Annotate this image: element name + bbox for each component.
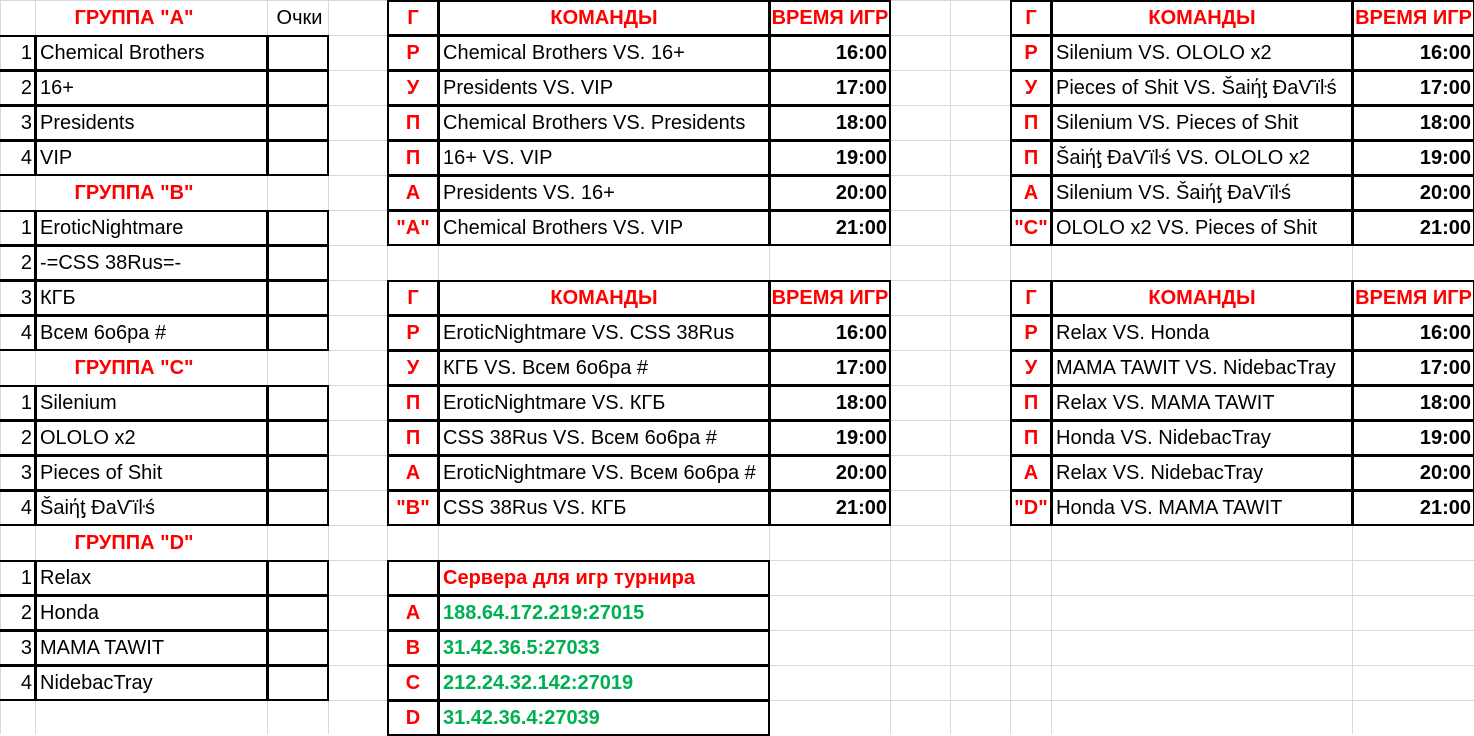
match-teams-cell[interactable]: Šaiήƫ ĐaѴïŀś VS. OLOLO x2	[1051, 140, 1353, 176]
team-number: 1	[0, 210, 36, 246]
match-time-cell[interactable]: 19:00	[769, 140, 891, 176]
schedule-letter: "D"	[1010, 490, 1052, 526]
team-name-cell[interactable]: EroticNightmare	[35, 210, 268, 246]
match-teams-cell[interactable]: Pieces of Shit VS. Šaiήƫ ĐaѴïŀś	[1051, 70, 1353, 106]
server-address[interactable]: 188.64.172.219:27015	[438, 595, 770, 631]
server-group-letter: A	[387, 595, 439, 631]
match-time-cell[interactable]: 20:00	[769, 175, 891, 211]
schedule-header-time: ВРЕМЯ ИГР	[769, 280, 891, 316]
match-time-cell[interactable]: 18:00	[769, 385, 891, 421]
points-cell[interactable]	[267, 280, 329, 316]
schedule-header-time: ВРЕМЯ ИГР	[1352, 0, 1474, 36]
match-time-cell[interactable]: 20:00	[1352, 175, 1474, 211]
points-cell[interactable]	[267, 140, 329, 176]
schedule-header-teams: КОМАНДЫ	[1051, 280, 1353, 316]
match-teams-cell[interactable]: EroticNightmare VS. КГБ	[438, 385, 770, 421]
match-time-cell[interactable]: 18:00	[769, 105, 891, 141]
schedule-letter: "B"	[387, 490, 439, 526]
schedule-letter: П	[387, 385, 439, 421]
match-teams-cell[interactable]: CSS 38Rus VS. Всем 6о6ра #	[438, 420, 770, 456]
team-number: 4	[0, 490, 36, 526]
schedule-letter: Р	[387, 315, 439, 351]
team-name-cell[interactable]: OLOLO x2	[35, 420, 268, 456]
points-cell[interactable]	[267, 665, 329, 701]
team-name-cell[interactable]: Relax	[35, 560, 268, 596]
server-group-letter: D	[387, 700, 439, 736]
schedule-header-teams: КОМАНДЫ	[438, 280, 770, 316]
schedule-header-g: Г	[387, 280, 439, 316]
team-number: 3	[0, 105, 36, 141]
team-number: 4	[0, 665, 36, 701]
schedule-header-g: Г	[1010, 280, 1052, 316]
match-teams-cell[interactable]: Chemical Brothers VS. VIP	[438, 210, 770, 246]
points-cell[interactable]	[267, 455, 329, 491]
schedule-letter: У	[387, 70, 439, 106]
match-time-cell[interactable]: 21:00	[769, 490, 891, 526]
match-teams-cell[interactable]: Relax VS. Honda	[1051, 315, 1353, 351]
team-name-cell[interactable]: NidebacTray	[35, 665, 268, 701]
match-teams-cell[interactable]: КГБ VS. Всем 6о6ра #	[438, 350, 770, 386]
schedule-header-g: Г	[387, 0, 439, 36]
team-number: 4	[0, 315, 36, 351]
points-cell[interactable]	[267, 210, 329, 246]
match-time-cell[interactable]: 16:00	[1352, 35, 1474, 71]
points-cell[interactable]	[267, 560, 329, 596]
schedule-letter: У	[387, 350, 439, 386]
team-number: 1	[0, 560, 36, 596]
match-time-cell[interactable]: 16:00	[769, 35, 891, 71]
team-number: 3	[0, 630, 36, 666]
schedule-header-time: ВРЕМЯ ИГР	[769, 0, 891, 36]
team-name-cell[interactable]: Presidents	[35, 105, 268, 141]
match-teams-cell[interactable]: EroticNightmare VS. CSS 38Rus	[438, 315, 770, 351]
points-cell[interactable]	[267, 105, 329, 141]
match-teams-cell[interactable]: Silenium VS. Pieces of Shit	[1051, 105, 1353, 141]
match-teams-cell[interactable]: Honda VS. MAMA TAWIT	[1051, 490, 1353, 526]
match-time-cell[interactable]: 18:00	[1352, 105, 1474, 141]
schedule-letter: Р	[1010, 315, 1052, 351]
team-name-cell[interactable]: Всем 6о6ра #	[35, 315, 268, 351]
points-cell[interactable]	[267, 385, 329, 421]
match-time-cell[interactable]: 21:00	[1352, 490, 1474, 526]
team-name-cell[interactable]: КГБ	[35, 280, 268, 316]
match-time-cell[interactable]: 16:00	[769, 315, 891, 351]
schedule-letter: А	[1010, 455, 1052, 491]
team-name-cell[interactable]: Honda	[35, 595, 268, 631]
match-time-cell[interactable]: 19:00	[1352, 140, 1474, 176]
group-title: ГРУППА "D"	[74, 531, 194, 554]
group-title: ГРУППА "C"	[74, 356, 194, 379]
team-number: 1	[0, 35, 36, 71]
match-teams-cell[interactable]: 16+ VS. VIP	[438, 140, 770, 176]
schedule-header-time: ВРЕМЯ ИГР	[1352, 280, 1474, 316]
schedule-letter: П	[1010, 420, 1052, 456]
schedule-letter: П	[1010, 105, 1052, 141]
team-name-cell[interactable]: MAMA TAWIT	[35, 630, 268, 666]
team-number: 2	[0, 420, 36, 456]
schedule-letter: А	[1010, 175, 1052, 211]
team-number: 2	[0, 70, 36, 106]
team-number: 2	[0, 595, 36, 631]
team-number: 3	[0, 280, 36, 316]
team-name-cell[interactable]: 16+	[35, 70, 268, 106]
schedule-letter: У	[1010, 70, 1052, 106]
match-time-cell[interactable]: 21:00	[769, 210, 891, 246]
schedule-letter: Р	[387, 35, 439, 71]
team-name-cell[interactable]: Šaiήƫ ĐaѴïŀś	[35, 490, 268, 526]
server-group-letter: C	[387, 665, 439, 701]
points-cell[interactable]	[267, 595, 329, 631]
team-number: 4	[0, 140, 36, 176]
schedule-letter: "A"	[387, 210, 439, 246]
match-time-cell[interactable]: 17:00	[769, 70, 891, 106]
match-teams-cell[interactable]: Chemical Brothers VS. Presidents	[438, 105, 770, 141]
points-cell[interactable]	[267, 630, 329, 666]
schedule-letter: П	[387, 420, 439, 456]
team-number: 3	[0, 455, 36, 491]
points-cell[interactable]	[267, 35, 329, 71]
schedule-letter: У	[1010, 350, 1052, 386]
match-teams-cell[interactable]: EroticNightmare VS. Всем 6о6ра #	[438, 455, 770, 491]
schedule-header-teams: КОМАНДЫ	[438, 0, 770, 36]
server-address[interactable]: 212.24.32.142:27019	[438, 665, 770, 701]
schedule-letter: "C"	[1010, 210, 1052, 246]
team-name-cell[interactable]: Chemical Brothers	[35, 35, 268, 71]
schedule-letter: А	[387, 175, 439, 211]
schedule-letter: Р	[1010, 35, 1052, 71]
match-teams-cell[interactable]: Silenium VS. OLOLO x2	[1051, 35, 1353, 71]
team-number: 2	[0, 245, 36, 281]
match-teams-cell[interactable]: Relax VS. NidebacTray	[1051, 455, 1353, 491]
server-address[interactable]: 31.42.36.4:27039	[438, 700, 770, 736]
match-time-cell[interactable]: 18:00	[1352, 385, 1474, 421]
match-time-cell[interactable]: 20:00	[769, 455, 891, 491]
match-teams-cell[interactable]: Relax VS. MAMA TAWIT	[1051, 385, 1353, 421]
points-cell[interactable]	[267, 70, 329, 106]
match-time-cell[interactable]: 17:00	[1352, 70, 1474, 106]
server-group-letter: B	[387, 630, 439, 666]
group-title: ГРУППА "B"	[74, 181, 194, 204]
points-cell[interactable]	[267, 245, 329, 281]
server-address[interactable]: 31.42.36.5:27033	[438, 630, 770, 666]
match-time-cell[interactable]: 20:00	[1352, 455, 1474, 491]
team-name-cell[interactable]: Pieces of Shit	[35, 455, 268, 491]
schedule-letter: П	[387, 140, 439, 176]
match-time-cell[interactable]: 17:00	[769, 350, 891, 386]
match-time-cell[interactable]: 17:00	[1352, 350, 1474, 386]
points-header: Очки	[276, 6, 323, 29]
match-time-cell[interactable]: 19:00	[1352, 420, 1474, 456]
schedule-letter: П	[1010, 385, 1052, 421]
match-teams-cell[interactable]: Presidents VS. VIP	[438, 70, 770, 106]
match-teams-cell[interactable]: OLOLO x2 VS. Pieces of Shit	[1051, 210, 1353, 246]
match-teams-cell[interactable]: MAMA TAWIT VS. NidebacTray	[1051, 350, 1353, 386]
match-time-cell[interactable]: 19:00	[769, 420, 891, 456]
schedule-header-teams: КОМАНДЫ	[1051, 0, 1353, 36]
servers-corner-cell	[387, 560, 439, 596]
team-name-cell[interactable]: Silenium	[35, 385, 268, 421]
schedule-letter: П	[1010, 140, 1052, 176]
schedule-letter: А	[387, 455, 439, 491]
team-name-cell[interactable]: -=CSS 38Rus=-	[35, 245, 268, 281]
match-teams-cell[interactable]: CSS 38Rus VS. КГБ	[438, 490, 770, 526]
servers-title: Сервера для игр турнира	[438, 560, 770, 596]
match-teams-cell[interactable]: Presidents VS. 16+	[438, 175, 770, 211]
match-teams-cell[interactable]: Silenium VS. Šaiήƫ ĐaѴïŀś	[1051, 175, 1353, 211]
points-cell[interactable]	[267, 420, 329, 456]
group-title: ГРУППА "A"	[74, 6, 194, 29]
team-name-cell[interactable]: VIP	[35, 140, 268, 176]
team-number: 1	[0, 385, 36, 421]
schedule-header-g: Г	[1010, 0, 1052, 36]
match-teams-cell[interactable]: Chemical Brothers VS. 16+	[438, 35, 770, 71]
points-cell[interactable]	[267, 490, 329, 526]
match-time-cell[interactable]: 21:00	[1352, 210, 1474, 246]
match-time-cell[interactable]: 16:00	[1352, 315, 1474, 351]
points-cell[interactable]	[267, 315, 329, 351]
match-teams-cell[interactable]: Honda VS. NidebacTray	[1051, 420, 1353, 456]
schedule-letter: П	[387, 105, 439, 141]
